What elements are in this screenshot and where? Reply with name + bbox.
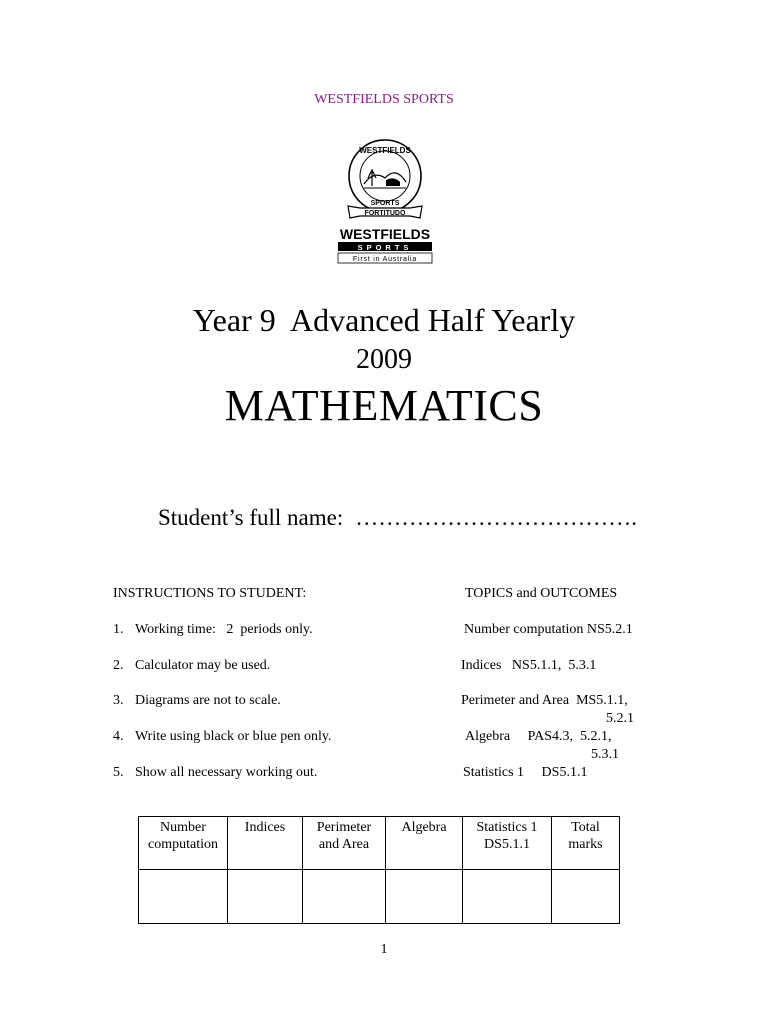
svg-text:First in Australia: First in Australia [352, 256, 418, 263]
header-statistics: Statistics 1 DS5.1.1 [463, 817, 552, 870]
student-name-label: Student’s full name: [158, 505, 344, 530]
header-number-computation: Number computation [139, 817, 228, 870]
instruction-number: 4. [113, 729, 124, 744]
instruction-number: 5. [113, 765, 124, 780]
instruction-text: Working time: 2 periods only. [135, 622, 313, 637]
topic-item-continuation: 5.3.1 [591, 747, 619, 762]
marks-cell-perimeter-area[interactable] [303, 870, 386, 924]
topic-item: Statistics 1 DS5.1.1 [463, 765, 588, 780]
marks-cell-algebra[interactable] [386, 870, 463, 924]
instruction-item [113, 621, 313, 638]
marks-table [138, 816, 620, 924]
topics-heading: TOPICS and OUTCOMES [465, 586, 618, 601]
student-name-row [158, 505, 637, 531]
exam-subject: MATHEMATICS [224, 381, 544, 430]
topic-item: Perimeter and Area MS5.1.1, [461, 693, 628, 708]
instruction-text: Show all necessary working out. [135, 765, 318, 780]
school-logo [334, 136, 436, 268]
instructions-heading: INSTRUCTIONS TO STUDENT: [113, 586, 307, 601]
topic-item: Indices NS5.1.1, 5.3.1 [461, 658, 597, 673]
topic-item-continuation: 5.2.1 [606, 711, 634, 726]
student-name-field[interactable]: ………………………………. [355, 505, 638, 530]
page-number: 1 [380, 942, 388, 957]
instruction-item [113, 657, 270, 674]
svg-text:SPORTS: SPORTS [357, 243, 413, 252]
svg-text:FORTITUDO: FORTITUDO [364, 210, 406, 217]
marks-cell-indices[interactable] [228, 870, 303, 924]
instruction-number: 2. [113, 658, 124, 673]
topic-item: Algebra PAS4.3, 5.2.1, [465, 729, 612, 744]
header-total-marks: Total marks [552, 817, 620, 870]
header-algebra: Algebra [386, 817, 463, 870]
instruction-number: 1. [113, 622, 124, 637]
header-indices: Indices [228, 817, 303, 870]
marks-cell-statistics[interactable] [463, 870, 552, 924]
instruction-text: Calculator may be used. [135, 658, 271, 673]
marks-cell-total[interactable] [552, 870, 620, 924]
header-perimeter-area: Perimeter and Area [303, 817, 386, 870]
exam-year: 2009 [356, 344, 412, 375]
instruction-item [113, 728, 331, 745]
svg-text:WESTFIELDS: WESTFIELDS [339, 226, 431, 242]
instruction-text: Write using black or blue pen only. [135, 729, 332, 744]
marks-cell-number-computation[interactable] [139, 870, 228, 924]
school-header: WESTFIELDS SPORTS [314, 92, 454, 107]
svg-text:WESTFIELDS: WESTFIELDS [359, 146, 411, 155]
instruction-item [113, 692, 281, 709]
marks-table-header-row [139, 817, 620, 870]
marks-table-entry-row [139, 870, 620, 924]
exam-title: Year 9 Advanced Half Yearly [192, 302, 576, 338]
svg-text:SPORTS: SPORTS [370, 200, 400, 207]
instruction-item [113, 764, 317, 781]
instruction-number: 3. [113, 693, 124, 708]
topic-item: Number computation NS5.2.1 [464, 622, 633, 637]
instruction-text: Diagrams are not to scale. [135, 693, 281, 708]
